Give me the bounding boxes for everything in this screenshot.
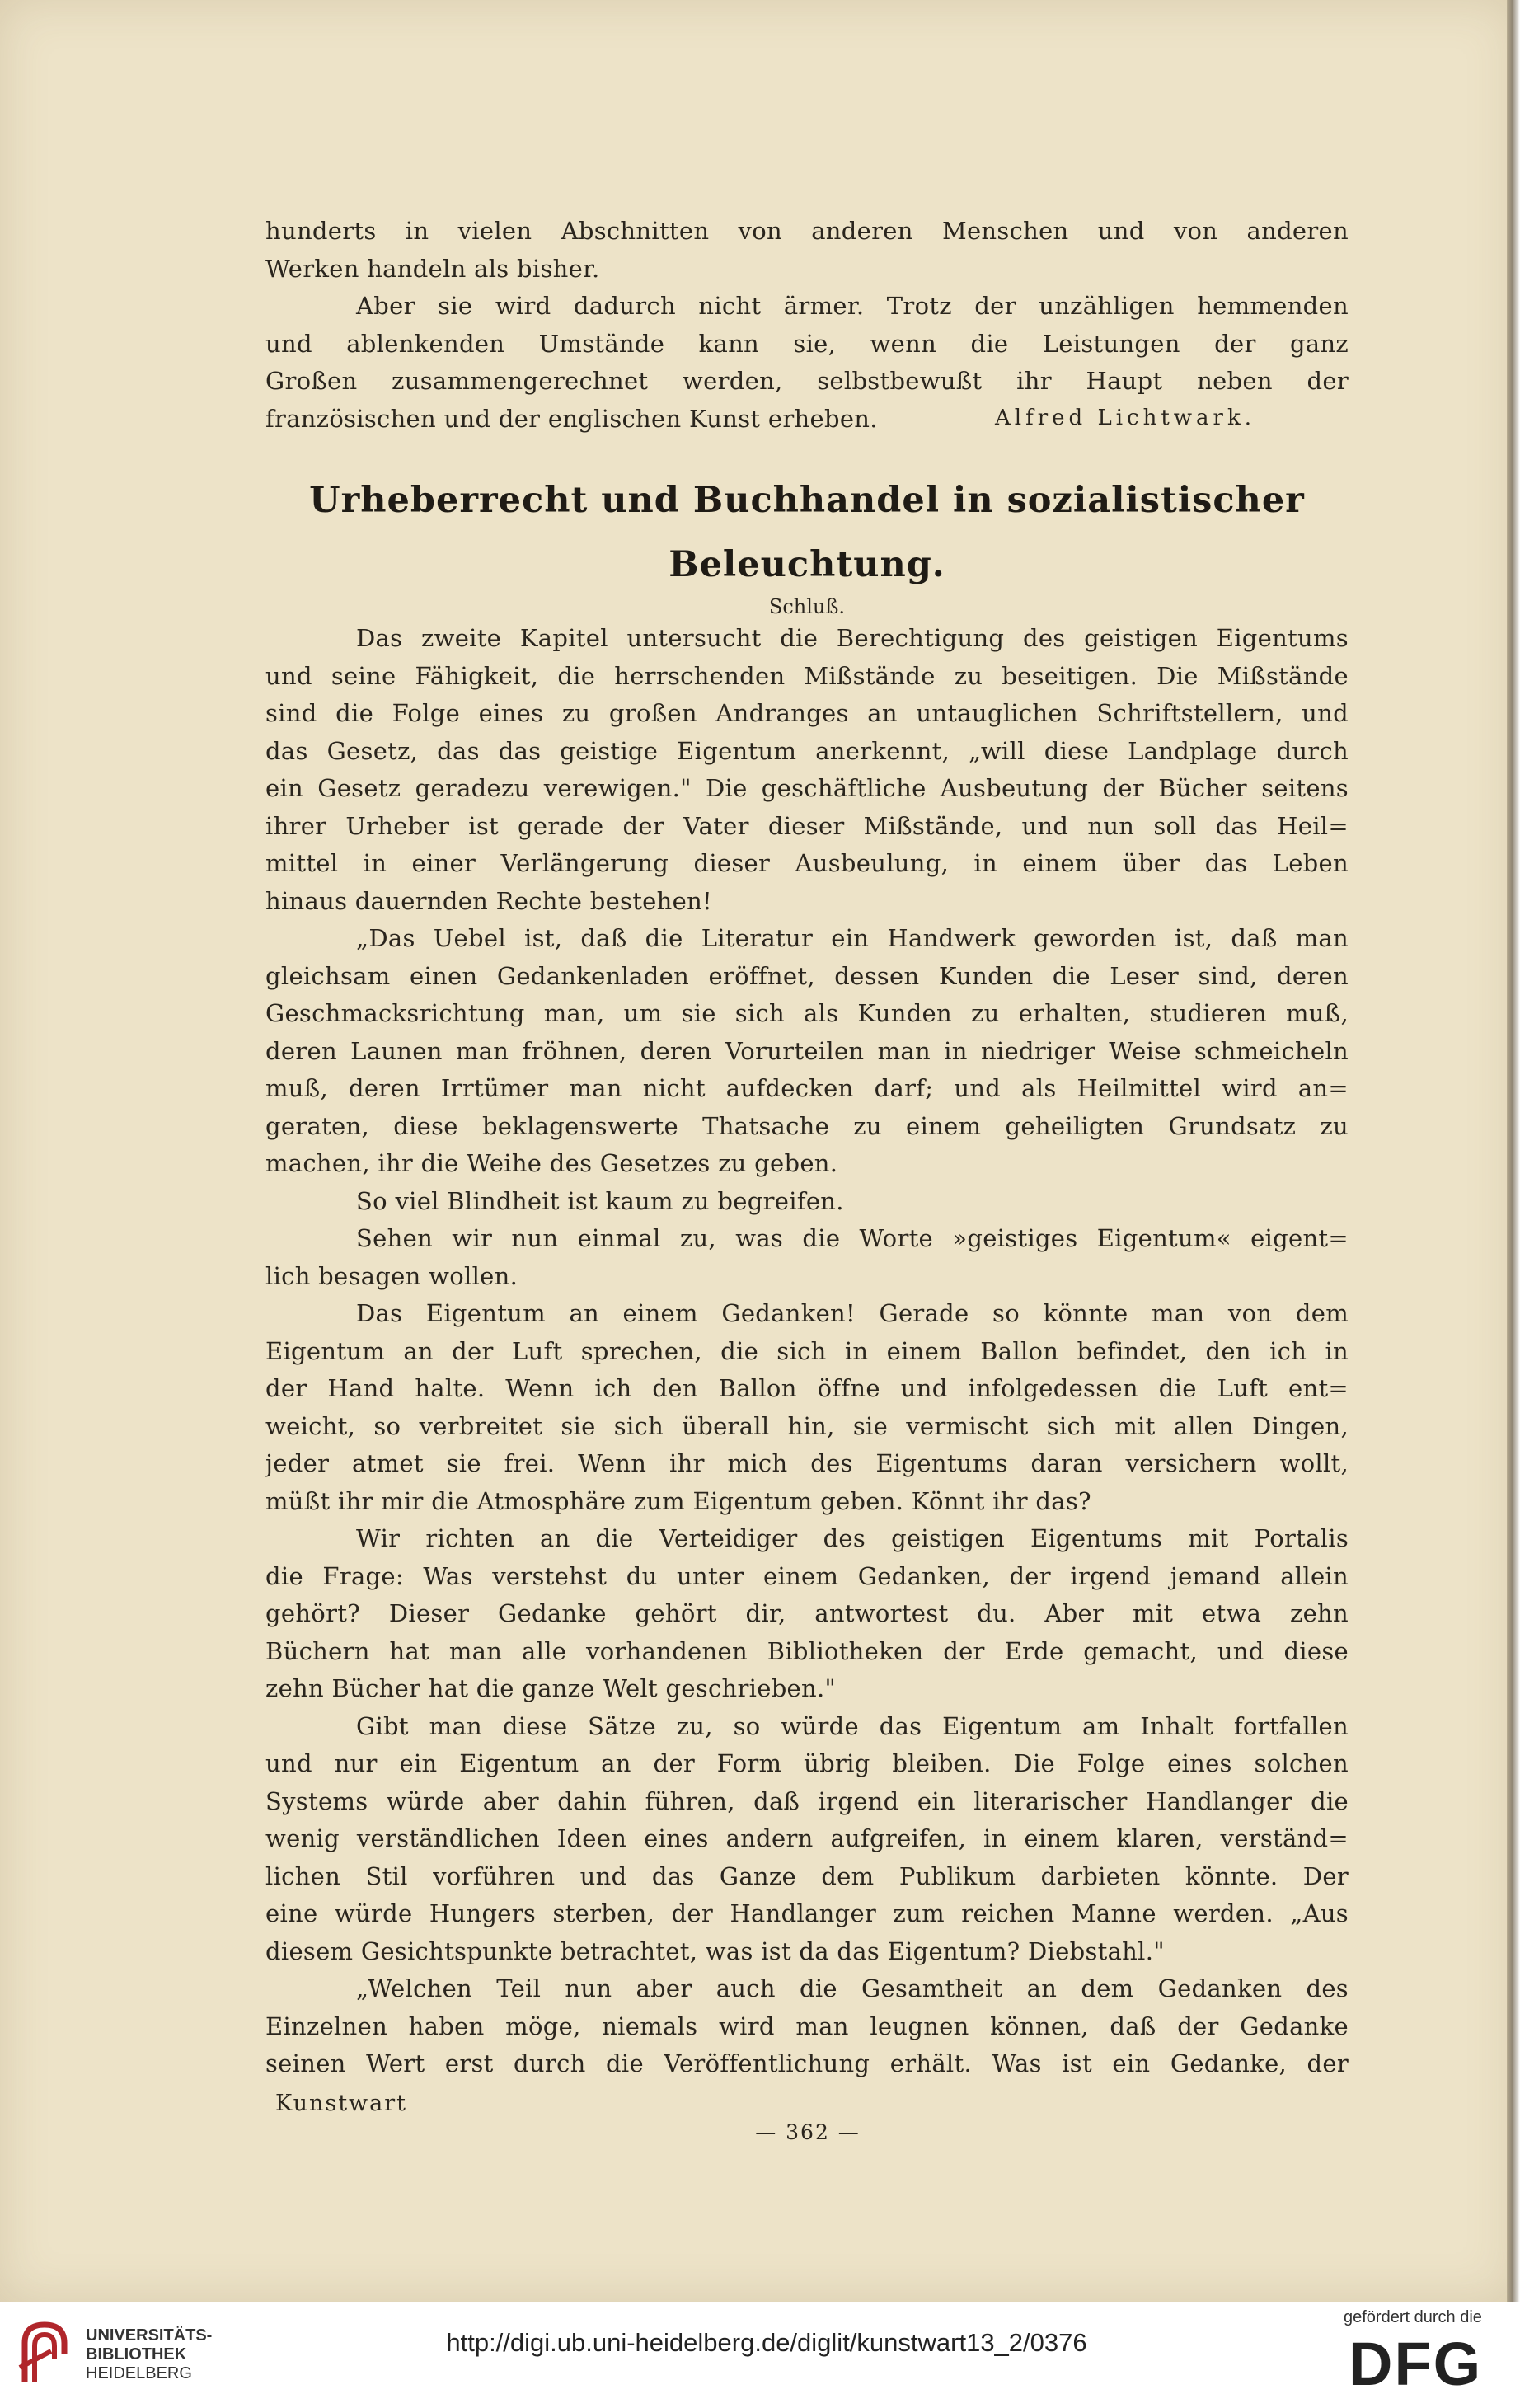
text-line: Das zweite Kapitel untersucht die Berechtigung des geistigen Eigentums (356, 624, 1349, 652)
library-name-line: UNIVERSITÄTS- (86, 2326, 213, 2345)
text-line: Werken handeln als bisher. (265, 254, 600, 283)
text-line: Gibt man diese Sätze zu, so würde das Eigentum am Inhalt fortfallen (356, 1711, 1349, 1740)
article-subtitle: Schluß. (768, 595, 846, 618)
funding-label: gefördert durch die (1344, 2308, 1482, 2326)
text-line: Einzelnen haben möge, niemals wird man leugnen können, daß der Gedanke (265, 2011, 1349, 2040)
text-line: lich besagen wollen. (265, 1261, 518, 1290)
text-line: zehn Bücher hat die ganze Welt geschrieben." (265, 1674, 837, 1702)
text-line: sind die Folge eines zu großen Andranges an untauglichen Schriftstellern, und (265, 699, 1349, 727)
text-line: weicht, so verbreitet sie sich überall hin, sie vermischt sich mit allen Dingen, (265, 1411, 1349, 1440)
text-line: Großen zusammengerechnet werden, selbstbewußt ihr Haupt neben der (265, 367, 1349, 395)
text-line: eine würde Hungers sterben, der Handlanger zum reichen Manne werden. „Aus (265, 1899, 1349, 1927)
article-body (265, 620, 1349, 2083)
text-line: geraten, diese beklagenswerte Thatsache zu einem geheiligten Grundsatz zu (265, 1111, 1349, 1140)
text-line: Eigentum an der Luft sprechen, die sich in einem Ballon befindet, den ich in (265, 1336, 1349, 1365)
text-line: jeder atmet sie frei. Wenn ihr mich des Eigentums daran versichern wollt, (265, 1449, 1349, 1477)
text-line: und seine Fähigkeit, die herrschenden Mißstände zu beseitigen. Die Mißstände (265, 661, 1349, 690)
text-line: ein Gesetz geradezu verewigen." Die geschäftliche Ausbeutung der Bücher seitens (265, 774, 1349, 802)
text-line: Systems würde aber dahin führen, daß irgend ein literarischer Handlanger die (265, 1786, 1349, 1815)
library-name-line: HEIDELBERG (86, 2364, 192, 2382)
text-line: deren Launen man fröhnen, deren Vorurteilen man in niedriger Weise schmeicheln (265, 1036, 1349, 1065)
page-edge (1507, 0, 1520, 2302)
journal-name: Kunstwart (275, 2091, 408, 2116)
text-line: das Gesetz, das das geistige Eigentum anerkennt, „will diese Landplage durch (265, 736, 1349, 765)
article-end-text (265, 213, 1349, 438)
text-line: Büchern hat man alle vorhandenen Bibliotheken der Erde gemacht, und diese (265, 1636, 1349, 1665)
dfg-logo: DFG (1349, 2330, 1483, 2398)
text-line: Aber sie wird dadurch nicht ärmer. Trotz der unzähligen hemmenden (356, 292, 1349, 320)
page-number: — 362 — (755, 2120, 861, 2144)
author-signature: Alfred Lichtwark. (995, 406, 1255, 430)
text-line: hunderts in vielen Abschnitten von anderen Menschen und von anderen (265, 217, 1349, 245)
text-line: müßt ihr mir die Atmosphäre zum Eigentum geben. Könnt ihr das? (265, 1486, 1091, 1515)
text-line: Sehen wir nun einmal zu, was die Worte »geistiges Eigentum« eigent= (356, 1224, 1349, 1252)
text-line: Das Eigentum an einem Gedanken! Gerade so könnte man von dem (356, 1299, 1349, 1327)
text-line: machen, ihr die Weihe des Gesetzes zu geben. (265, 1149, 838, 1177)
text-line: ihrer Urheber ist gerade der Vater dieser Mißstände, und nun soll das Heil= (265, 811, 1349, 840)
text-line: seinen Wert erst durch die Veröffentlichung erhält. Was ist ein Gedanke, der (265, 2049, 1349, 2077)
text-line: die Frage: Was verstehst du unter einem Gedanken, der irgend jemand allein (265, 1561, 1349, 1590)
text-line: muß, deren Irrtümer man nicht aufdecken darf; und als Heilmittel wird an= (265, 1074, 1349, 1102)
text-line: diesem Gesichtspunkte betrachtet, was ist da das Eigentum? Diebstahl." (265, 1936, 1165, 1965)
text-line: und ablenkenden Umstände kann sie, wenn die Leistungen der ganz (265, 329, 1349, 358)
text-line: Wir richten an die Verteidiger des geistigen Eigentums mit Portalis (356, 1524, 1349, 1552)
library-name-line: BIBLIOTHEK (86, 2345, 187, 2363)
text-line: lichen Stil vorführen und das Ganze dem Publikum darbieten könnte. Der (265, 1861, 1349, 1890)
permalink-url[interactable]: http://digi.ub.uni-heidelberg.de/diglit/kunstwart13_2/0376 (446, 2328, 1087, 2357)
text-line: französischen und der englischen Kunst erheben. (265, 404, 878, 433)
library-name (86, 2326, 212, 2383)
text-line: „Welchen Teil nun aber auch die Gesamtheit an dem Gedanken des (356, 1974, 1349, 2002)
text-line: gehört? Dieser Gedanke gehört dir, antwortest du. Aber mit etwa zehn (265, 1599, 1349, 1627)
text-line: Geschmacksrichtung man, um sie sich als Kunden zu erhalten, studieren muß, (265, 999, 1349, 1027)
text-line: „Das Uebel ist, daß die Literatur ein Handwerk geworden ist, daß man (356, 924, 1349, 952)
text-line: gleichsam einen Gedankenladen eröffnet, dessen Kunden die Leser sind, deren (265, 961, 1349, 990)
text-line: mittel in einer Verlängerung dieser Ausbeulung, in einem über das Leben (265, 849, 1349, 877)
text-line: So viel Blindheit ist kaum zu begreifen. (356, 1186, 844, 1215)
text-line: und nur ein Eigentum an der Form übrig bleiben. Die Folge eines solchen (265, 1749, 1349, 1777)
text-line: der Hand halte. Wenn ich den Ballon öffne und infolgedessen die Luft ent= (265, 1374, 1349, 1402)
library-logo-icon (18, 2318, 71, 2387)
text-line: wenig verständlichen Ideen eines andern aufgreifen, in einem klaren, verständ= (265, 1824, 1349, 1852)
article-headline: Urheberrecht und Buchhandel in sozialistischer (309, 480, 1305, 521)
article-headline-continued: Beleuchtung. (669, 544, 945, 585)
text-line: hinaus dauernden Rechte bestehen! (265, 886, 712, 915)
